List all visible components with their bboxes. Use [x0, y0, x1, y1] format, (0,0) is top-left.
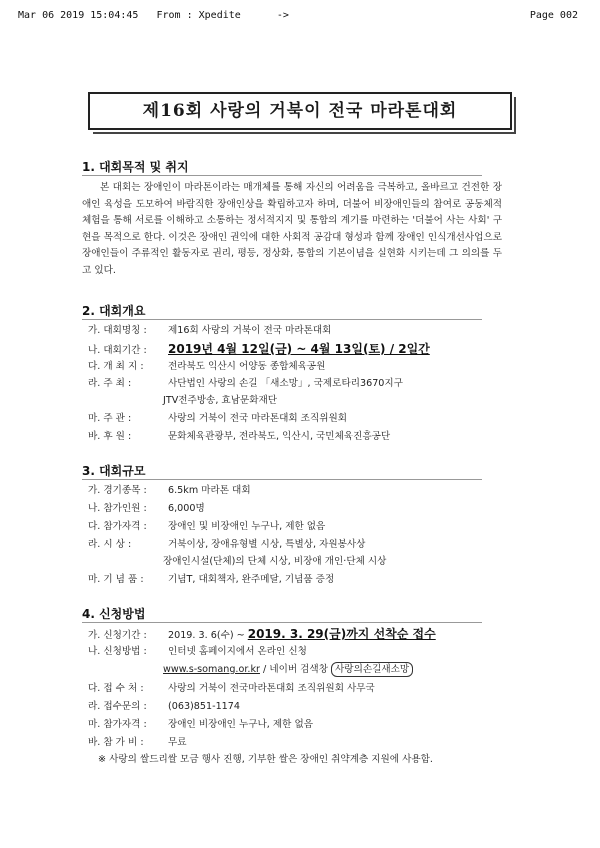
- row-label: 다. 개 최 지 :: [88, 361, 144, 372]
- row-label: 다. 참가자격 :: [88, 521, 147, 532]
- section-1-rule: [82, 175, 482, 176]
- scale-row-participants: [88, 501, 205, 517]
- row-label: 바. 후 원 :: [88, 431, 132, 442]
- row-label: 나. 참가인원 :: [88, 503, 147, 514]
- overview-row-name: [88, 323, 331, 339]
- section-2-rule: [82, 319, 482, 320]
- row-value: 6,000명: [168, 503, 205, 514]
- row-label: 다. 접 수 처 :: [88, 683, 144, 694]
- fax-header-left: [18, 10, 289, 21]
- apply-row-eligibility: [88, 717, 313, 733]
- row-label: 라. 접수문의 :: [88, 701, 147, 712]
- row-label: 나. 신청방법 :: [88, 646, 147, 657]
- row-value: 전라북도 익산시 어양동 종합체육공원: [168, 361, 326, 372]
- apply-row-method: [88, 644, 307, 660]
- row-value: 장애인 비장애인 누구나, 제한 없음: [168, 719, 313, 730]
- scale-row-awards: [88, 537, 365, 553]
- row-label: 마. 주 관 :: [88, 413, 132, 424]
- row-value: 사랑의 거북이 전국마라톤대회 조직위원회 사무국: [168, 683, 375, 694]
- row-label: 가. 경기종목 :: [88, 485, 147, 496]
- section-3-rule: [82, 479, 482, 480]
- fax-datetime: Mar 06 2019 15:04:45: [18, 10, 139, 21]
- host-continuation: JTV전주방송, 효남문화재단: [163, 395, 278, 406]
- fax-page-number: Page 002: [529, 10, 578, 21]
- overview-row-host: [88, 376, 403, 392]
- overview-row-sponsor: [88, 429, 390, 445]
- search-text: / 네이버 검색창: [263, 664, 328, 675]
- row-label: 가. 신청기간 :: [88, 630, 147, 641]
- row-value: (063)851-1174: [168, 701, 240, 712]
- row-label: 나. 대회기간 :: [88, 345, 147, 356]
- section-4-heading: 4. 신청방법: [82, 607, 146, 621]
- row-label: 마. 참가자격 :: [88, 719, 147, 730]
- event-period: 2019년 4월 12일(금) ~ 4월 13일(토) / 2일간: [168, 342, 430, 356]
- row-label: 라. 시 상 :: [88, 539, 132, 550]
- row-value: 거북이상, 장애유형별 시상, 특별상, 자원봉사상: [168, 539, 366, 550]
- row-label: 마. 기 념 품 :: [88, 574, 144, 585]
- period-start: 2019. 3. 6(수) ~: [168, 630, 245, 641]
- row-label: 바. 참 가 비 :: [88, 737, 144, 748]
- awards-continuation: 장애인시설(단체)의 단체 시상, 비장애 개인·단체 시상: [163, 556, 387, 567]
- fax-from: From : Xpedite: [156, 10, 241, 21]
- section-4-rule: [82, 622, 482, 623]
- apply-row-contact: [88, 699, 240, 715]
- section-1-body: 본 대회는 장애인이 마라톤이라는 매개체를 통해 자신의 어려움을 극복하고, 올바르고 건전한 장애인 육성을 도모하여 바람직한 장애인상을 확립하고자 하며, 더불어 비장애인들의 참여로 공동체적 체험을 통해 서로를 이해하고 소통하는 정서적지지 및 통합의 계기를 마련하는 '더불어 사는 사회' 구현을 목적으로 한다. 이것은 장애인 권익에 대한 사회적 공감대 형성과 함께 장애인 인식개선사업으로 장애인들이 주류적인 활동자로 권리, 평등, 정상화, 통합의 기본이념을 실현화 시키는데 그 의의를 두고 있다.: [82, 182, 502, 276]
- row-value: 사단법인 사랑의 손길 「새소망」, 국제로타리3670지구: [168, 378, 403, 389]
- scale-row-event: [88, 483, 251, 499]
- scale-row-eligibility: [88, 519, 325, 535]
- section-1-heading: 1. 대회목적 및 취지: [82, 160, 189, 174]
- row-value: 사랑의 거북이 전국 마라톤대회 조직위원회: [168, 413, 348, 424]
- overview-row-venue: [88, 359, 325, 375]
- overview-row-period: [88, 341, 430, 357]
- fax-header: [18, 10, 578, 24]
- fax-arrow: ->: [276, 10, 289, 21]
- overview-row-organizer: [88, 411, 347, 427]
- row-value: 인터넷 홈페이지에서 온라인 신청: [168, 646, 307, 657]
- search-keyword-box: 사랑의손길새소망: [331, 662, 413, 677]
- row-value: 기념T, 대회책자, 완주메달, 기념품 증정: [168, 574, 335, 585]
- row-value: 장애인 및 비장애인 누구나, 제한 없음: [168, 521, 326, 532]
- document-title: 제16회 사랑의 거북이 전국 마라톤대회: [88, 92, 512, 130]
- row-value: 무료: [168, 737, 187, 748]
- apply-row-period: [88, 626, 436, 642]
- section-2-heading: 2. 대회개요: [82, 304, 146, 318]
- rice-donation-note: ※ 사랑의 쌀드리쌀 모금 행사 진행, 기부한 쌀은 장애인 취약계층 지원에 사용함.: [98, 754, 433, 765]
- row-label: 가. 대회명칭 :: [88, 325, 147, 336]
- apply-method-continuation: [163, 662, 413, 678]
- row-value: 문화체육관광부, 전라북도, 익산시, 국민체육진흥공단: [168, 431, 391, 442]
- period-deadline: 2019. 3. 29(금)까지 선착순 접수: [247, 627, 436, 641]
- row-label: 라. 주 최 :: [88, 378, 132, 389]
- apply-row-office: [88, 681, 375, 697]
- homepage-link[interactable]: www.s-somang.or.kr: [163, 664, 260, 675]
- apply-row-fee: [88, 735, 187, 751]
- scale-row-souvenirs: [88, 572, 334, 588]
- row-value: 제16회 사랑의 거북이 전국 마라톤대회: [168, 325, 332, 336]
- section-3-heading: 3. 대회규모: [82, 464, 146, 478]
- row-value: 6.5km 마라톤 대회: [168, 485, 251, 496]
